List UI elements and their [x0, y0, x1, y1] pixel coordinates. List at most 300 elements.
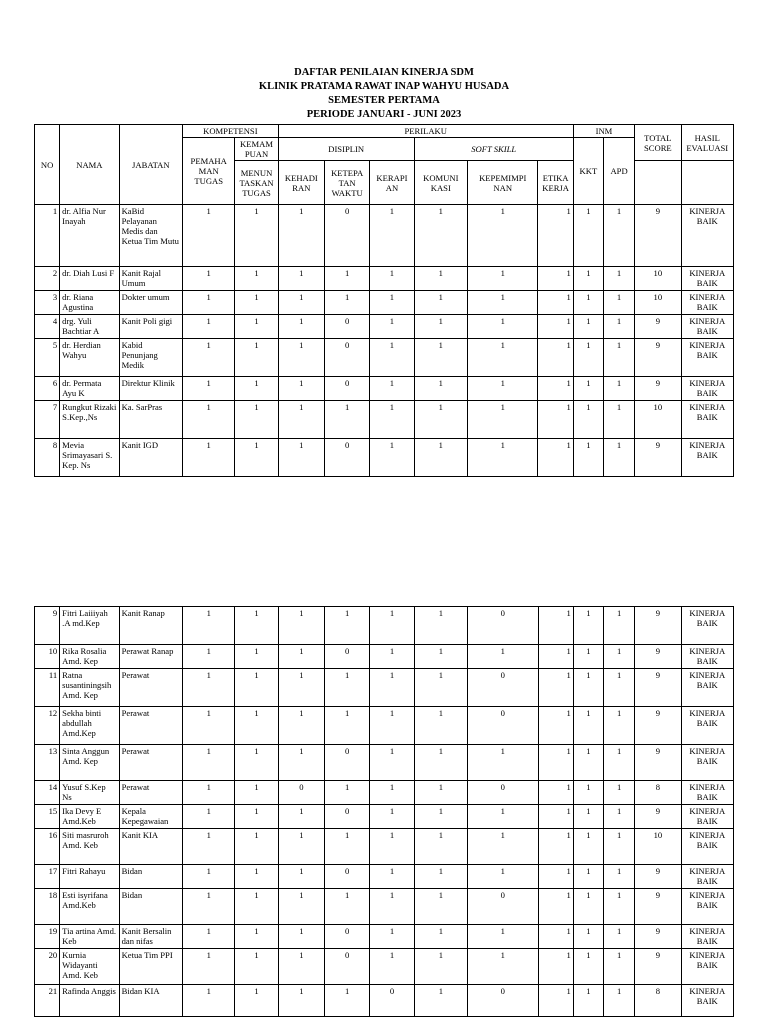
- cell-no: 1: [35, 205, 60, 267]
- cell-no: 10: [35, 645, 60, 669]
- cell-ketepatan: 0: [324, 439, 369, 477]
- cell-total: 9: [635, 439, 681, 477]
- table-row: [35, 291, 734, 315]
- cell-kepemimpinan: 0: [468, 781, 539, 805]
- cell-nama: Fitri Laiiiyah .A md.Kep: [60, 607, 119, 645]
- cell-no: 17: [35, 865, 60, 889]
- cell-nama: dr. Riana Agustina: [60, 291, 119, 315]
- cell-hasil: KINERJA BAIK: [681, 377, 734, 401]
- cell-nama: Siti masruroh Amd. Keb: [60, 829, 119, 865]
- cell-komunikasi: 1: [414, 925, 467, 949]
- cell-total: 10: [635, 291, 681, 315]
- table-row: [35, 339, 734, 377]
- cell-no: 21: [35, 985, 60, 1017]
- cell-komunikasi: 1: [414, 829, 467, 865]
- cell-pemahaman: 1: [183, 669, 235, 707]
- cell-pemahaman: 1: [183, 377, 235, 401]
- cell-kepemimpinan: 0: [468, 669, 539, 707]
- cell-hasil: KINERJA BAIK: [681, 315, 734, 339]
- cell-hasil: KINERJA BAIK: [681, 745, 733, 781]
- cell-kehadiran: 1: [278, 925, 324, 949]
- header-kompetensi: KOMPETENSI: [183, 125, 279, 138]
- cell-komunikasi: 1: [414, 949, 467, 985]
- cell-pemahaman: 1: [183, 707, 235, 745]
- cell-kkt: 1: [573, 645, 603, 669]
- cell-kehadiran: 1: [278, 949, 324, 985]
- cell-kerapian: 1: [370, 745, 414, 781]
- header-soft-skill: SOFT SKILL: [414, 138, 573, 161]
- cell-jabatan: Kanit IGD: [119, 439, 182, 477]
- table-body-part-1: [35, 205, 734, 477]
- cell-ketepatan: 1: [325, 707, 370, 745]
- cell-total: 9: [635, 949, 681, 985]
- cell-pemahaman: 1: [183, 645, 235, 669]
- cell-etika: 1: [538, 745, 573, 781]
- cell-jabatan: Ketua Tim PPI: [119, 949, 182, 985]
- cell-komunikasi: 1: [414, 707, 467, 745]
- cell-pemahaman: 1: [183, 889, 235, 925]
- cell-apd: 1: [603, 315, 634, 339]
- cell-jabatan: Kepala Kepegawaian: [119, 805, 182, 829]
- table-row: [35, 925, 734, 949]
- cell-kepemimpinan: 1: [468, 829, 539, 865]
- cell-menuntaskan: 1: [235, 669, 278, 707]
- cell-total: 9: [635, 805, 681, 829]
- cell-apd: 1: [603, 829, 634, 865]
- cell-ketepatan: 1: [325, 889, 370, 925]
- cell-total: 9: [635, 315, 681, 339]
- cell-kehadiran: 1: [278, 669, 324, 707]
- cell-total: 9: [635, 889, 681, 925]
- cell-etika: 1: [538, 291, 573, 315]
- cell-no: 14: [35, 781, 60, 805]
- cell-menuntaskan: 1: [235, 745, 278, 781]
- table-row: [35, 669, 734, 707]
- title-line-3: SEMESTER PERTAMA: [328, 95, 440, 106]
- cell-kehadiran: 1: [278, 829, 324, 865]
- cell-komunikasi: 1: [414, 781, 467, 805]
- cell-nama: Ratna susantiningsih Amd. Kep: [60, 669, 119, 707]
- cell-kepemimpinan: 1: [467, 267, 537, 291]
- cell-menuntaskan: 1: [235, 339, 278, 377]
- cell-total: 9: [635, 707, 681, 745]
- cell-menuntaskan: 1: [235, 889, 278, 925]
- cell-jabatan: Ka. SarPras: [119, 401, 182, 439]
- cell-kehadiran: 1: [278, 267, 324, 291]
- cell-kehadiran: 1: [278, 889, 324, 925]
- cell-hasil: KINERJA BAIK: [681, 205, 734, 267]
- header-apd: APD: [603, 138, 634, 205]
- cell-kkt: 1: [573, 315, 603, 339]
- cell-kkt: 1: [573, 607, 603, 645]
- cell-no: 9: [35, 607, 60, 645]
- cell-kerapian: 1: [370, 829, 414, 865]
- cell-jabatan: Perawat: [119, 781, 182, 805]
- cell-kehadiran: 1: [278, 291, 324, 315]
- cell-kehadiran: 1: [278, 805, 324, 829]
- cell-no: 4: [35, 315, 60, 339]
- cell-komunikasi: 1: [414, 805, 467, 829]
- document-title: [0, 66, 768, 122]
- cell-kkt: 1: [573, 985, 603, 1017]
- cell-ketepatan: 1: [324, 267, 369, 291]
- table-row: [35, 439, 734, 477]
- cell-kerapian: 0: [370, 985, 414, 1017]
- cell-etika: 1: [538, 781, 573, 805]
- cell-kepemimpinan: 1: [467, 205, 537, 267]
- cell-kepemimpinan: 1: [467, 439, 537, 477]
- cell-no: 8: [35, 439, 60, 477]
- cell-total: 8: [635, 985, 681, 1017]
- cell-apd: 1: [603, 707, 634, 745]
- cell-ketepatan: 1: [325, 781, 370, 805]
- cell-ketepatan: 0: [324, 377, 369, 401]
- cell-kehadiran: 1: [278, 707, 324, 745]
- cell-nama: Mevia Srimayasari S. Kep. Ns: [60, 439, 119, 477]
- cell-apd: 1: [603, 291, 634, 315]
- cell-total: 9: [635, 645, 681, 669]
- cell-etika: 1: [538, 377, 573, 401]
- cell-no: 7: [35, 401, 60, 439]
- cell-kerapian: 1: [370, 607, 414, 645]
- cell-jabatan: Kanit Poli gigi: [119, 315, 182, 339]
- cell-komunikasi: 1: [414, 865, 467, 889]
- cell-kehadiran: 1: [278, 745, 324, 781]
- cell-hasil: KINERJA BAIK: [681, 401, 734, 439]
- header-kemampuan: KEMAM PUAN: [235, 138, 278, 161]
- table-row: [35, 377, 734, 401]
- table-row: [35, 745, 734, 781]
- header-kehadiran: KEHADI RAN: [278, 161, 324, 205]
- cell-menuntaskan: 1: [235, 949, 278, 985]
- cell-hasil: KINERJA BAIK: [681, 865, 733, 889]
- cell-hasil: KINERJA BAIK: [681, 707, 733, 745]
- cell-etika: 1: [538, 865, 573, 889]
- cell-kepemimpinan: 1: [467, 377, 537, 401]
- cell-jabatan: Kanit Ranap: [119, 607, 182, 645]
- cell-kkt: 1: [573, 291, 603, 315]
- cell-no: 19: [35, 925, 60, 949]
- cell-kehadiran: 1: [278, 315, 324, 339]
- cell-kerapian: 1: [370, 669, 414, 707]
- cell-pemahaman: 1: [183, 949, 235, 985]
- cell-kkt: 1: [573, 805, 603, 829]
- header-disiplin: DISIPLIN: [278, 138, 414, 161]
- cell-kepemimpinan: 1: [468, 805, 539, 829]
- cell-kkt: 1: [573, 925, 603, 949]
- table-row: [35, 985, 734, 1017]
- table-row: [35, 949, 734, 985]
- cell-menuntaskan: 1: [235, 267, 278, 291]
- cell-nama: dr. Herdian Wahyu: [60, 339, 119, 377]
- cell-no: 16: [35, 829, 60, 865]
- cell-apd: 1: [603, 985, 634, 1017]
- cell-kerapian: 1: [370, 949, 414, 985]
- header-total-score: TOTAL SCORE: [635, 125, 681, 161]
- cell-menuntaskan: 1: [235, 291, 278, 315]
- cell-kehadiran: 1: [278, 401, 324, 439]
- header-total-empty: [635, 161, 681, 205]
- cell-menuntaskan: 1: [235, 829, 278, 865]
- cell-nama: Yusuf S.Kep Ns: [60, 781, 119, 805]
- cell-menuntaskan: 1: [235, 607, 278, 645]
- header-kkt: KKT: [573, 138, 603, 205]
- cell-total: 9: [635, 205, 681, 267]
- cell-total: 10: [635, 829, 681, 865]
- cell-etika: 1: [538, 315, 573, 339]
- cell-nama: Sekha binti abdullah Amd.Kep: [60, 707, 119, 745]
- cell-pemahaman: 1: [183, 829, 235, 865]
- cell-etika: 1: [538, 949, 573, 985]
- cell-no: 13: [35, 745, 60, 781]
- cell-kehadiran: 1: [278, 439, 324, 477]
- header-inm: INM: [573, 125, 634, 138]
- title-line-4: PERIODE JANUARI - JUNI 2023: [306, 109, 462, 120]
- cell-komunikasi: 1: [414, 401, 467, 439]
- cell-pemahaman: 1: [183, 925, 235, 949]
- cell-etika: 1: [538, 925, 573, 949]
- cell-etika: 1: [538, 401, 573, 439]
- cell-no: 2: [35, 267, 60, 291]
- cell-kepemimpinan: 1: [468, 925, 539, 949]
- cell-menuntaskan: 1: [235, 781, 278, 805]
- title-line-2: KLINIK PRATAMA RAWAT INAP WAHYU HUSADA: [258, 81, 510, 92]
- cell-kkt: 1: [573, 781, 603, 805]
- cell-kepemimpinan: 0: [468, 985, 539, 1017]
- cell-no: 12: [35, 707, 60, 745]
- cell-hasil: KINERJA BAIK: [681, 829, 733, 865]
- cell-ketepatan: 0: [325, 865, 370, 889]
- cell-menuntaskan: 1: [235, 925, 278, 949]
- cell-kkt: 1: [573, 949, 603, 985]
- cell-total: 9: [635, 745, 681, 781]
- table-row: [35, 829, 734, 865]
- cell-hasil: KINERJA BAIK: [681, 985, 733, 1017]
- cell-kkt: 1: [573, 865, 603, 889]
- cell-kerapian: 1: [370, 805, 414, 829]
- cell-kepemimpinan: 0: [468, 889, 539, 925]
- cell-no: 15: [35, 805, 60, 829]
- header-ketepatan-waktu: KETEPA TAN WAKTU: [324, 161, 369, 205]
- cell-hasil: KINERJA BAIK: [681, 889, 733, 925]
- cell-total: 9: [635, 925, 681, 949]
- cell-pemahaman: 1: [183, 781, 235, 805]
- cell-apd: 1: [603, 805, 634, 829]
- cell-kkt: 1: [573, 401, 603, 439]
- header-hasil-empty: [681, 161, 734, 205]
- cell-total: 9: [635, 607, 681, 645]
- cell-menuntaskan: 1: [235, 377, 278, 401]
- cell-kepemimpinan: 1: [467, 291, 537, 315]
- cell-jabatan: Dokter umum: [119, 291, 182, 315]
- cell-nama: Rungkut Rizaki S.Kep.,Ns: [60, 401, 119, 439]
- cell-kepemimpinan: 0: [468, 707, 539, 745]
- cell-apd: 1: [603, 267, 634, 291]
- cell-menuntaskan: 1: [235, 805, 278, 829]
- cell-apd: 1: [603, 377, 634, 401]
- cell-pemahaman: 1: [183, 865, 235, 889]
- cell-jabatan: KaBid Pelayanan Medis dan Ketua Tim Mutu: [119, 205, 182, 267]
- evaluation-table-part-1: [34, 124, 734, 477]
- table-row: [35, 205, 734, 267]
- cell-komunikasi: 1: [414, 439, 467, 477]
- cell-pemahaman: 1: [183, 745, 235, 781]
- cell-jabatan: Bidan: [119, 889, 182, 925]
- cell-kerapian: 1: [370, 925, 414, 949]
- cell-kerapian: 1: [370, 205, 414, 267]
- cell-total: 8: [635, 781, 681, 805]
- cell-menuntaskan: 1: [235, 865, 278, 889]
- cell-no: 20: [35, 949, 60, 985]
- cell-hasil: KINERJA BAIK: [681, 291, 734, 315]
- cell-kehadiran: 1: [278, 205, 324, 267]
- cell-apd: 1: [603, 439, 634, 477]
- cell-apd: 1: [603, 607, 634, 645]
- cell-komunikasi: 1: [414, 315, 467, 339]
- cell-komunikasi: 1: [414, 291, 467, 315]
- cell-kkt: 1: [573, 439, 603, 477]
- cell-ketepatan: 0: [325, 745, 370, 781]
- cell-total: 10: [635, 401, 681, 439]
- cell-kkt: 1: [573, 377, 603, 401]
- cell-hasil: KINERJA BAIK: [681, 781, 733, 805]
- cell-kerapian: 1: [370, 645, 414, 669]
- cell-hasil: KINERJA BAIK: [681, 645, 733, 669]
- cell-apd: 1: [603, 781, 634, 805]
- cell-menuntaskan: 1: [235, 401, 278, 439]
- header-pemahaman-tugas: PEMAHA MAN TUGAS: [183, 138, 235, 205]
- table-row: [35, 315, 734, 339]
- cell-apd: 1: [603, 669, 634, 707]
- cell-nama: Rika Rosalia Amd. Kep: [60, 645, 119, 669]
- cell-kerapian: 1: [370, 267, 414, 291]
- cell-hasil: KINERJA BAIK: [681, 607, 733, 645]
- cell-kehadiran: 1: [278, 339, 324, 377]
- cell-komunikasi: 1: [414, 267, 467, 291]
- cell-jabatan: Perawat Ranap: [119, 645, 182, 669]
- cell-total: 10: [635, 267, 681, 291]
- cell-kehadiran: 1: [278, 645, 324, 669]
- cell-etika: 1: [538, 205, 573, 267]
- cell-etika: 1: [538, 707, 573, 745]
- cell-kkt: 1: [573, 829, 603, 865]
- cell-total: 9: [635, 669, 681, 707]
- cell-kkt: 1: [573, 707, 603, 745]
- cell-etika: 1: [538, 805, 573, 829]
- cell-hasil: KINERJA BAIK: [681, 439, 734, 477]
- cell-no: 5: [35, 339, 60, 377]
- cell-kepemimpinan: 1: [468, 949, 539, 985]
- cell-nama: drg. Yuli Bachtiar A: [60, 315, 119, 339]
- cell-kerapian: 1: [370, 707, 414, 745]
- cell-kerapian: 1: [370, 439, 414, 477]
- cell-no: 6: [35, 377, 60, 401]
- cell-komunikasi: 1: [414, 669, 467, 707]
- cell-nama: Ika Devy E Amd.Keb: [60, 805, 119, 829]
- cell-kkt: 1: [573, 889, 603, 925]
- table-row: [35, 707, 734, 745]
- table-row: [35, 865, 734, 889]
- cell-komunikasi: 1: [414, 607, 467, 645]
- cell-kerapian: 1: [370, 339, 414, 377]
- cell-apd: 1: [603, 205, 634, 267]
- cell-ketepatan: 0: [324, 205, 369, 267]
- cell-nama: Esti isyrifana Amd.Keb: [60, 889, 119, 925]
- cell-komunikasi: 1: [414, 645, 467, 669]
- cell-menuntaskan: 1: [235, 985, 278, 1017]
- cell-kkt: 1: [573, 669, 603, 707]
- header-nama: NAMA: [60, 125, 119, 205]
- header-kerapian: KERAPI AN: [370, 161, 414, 205]
- header-komunikasi: KOMUNI KASI: [414, 161, 467, 205]
- header-jabatan: JABATAN: [119, 125, 182, 205]
- cell-apd: 1: [603, 949, 634, 985]
- cell-pemahaman: 1: [183, 339, 235, 377]
- cell-total: 9: [635, 865, 681, 889]
- cell-etika: 1: [538, 607, 573, 645]
- header-perilaku: PERILAKU: [278, 125, 573, 138]
- cell-jabatan: Perawat: [119, 669, 182, 707]
- cell-nama: Fitri Rahayu: [60, 865, 119, 889]
- cell-kerapian: 1: [370, 889, 414, 925]
- cell-menuntaskan: 1: [235, 315, 278, 339]
- cell-nama: Tia artina Amd. Keb: [60, 925, 119, 949]
- cell-pemahaman: 1: [183, 267, 235, 291]
- cell-apd: 1: [603, 745, 634, 781]
- cell-kepemimpinan: 1: [468, 745, 539, 781]
- cell-kerapian: 1: [370, 865, 414, 889]
- cell-nama: dr. Alfia Nur Inayah: [60, 205, 119, 267]
- cell-total: 9: [635, 339, 681, 377]
- cell-kepemimpinan: 1: [467, 315, 537, 339]
- cell-kehadiran: 0: [278, 781, 324, 805]
- cell-hasil: KINERJA BAIK: [681, 805, 733, 829]
- cell-nama: dr. Diah Lusi F: [60, 267, 119, 291]
- table-row: [35, 645, 734, 669]
- evaluation-table-part-2: [34, 606, 734, 1017]
- cell-pemahaman: 1: [183, 291, 235, 315]
- cell-kepemimpinan: 1: [468, 645, 539, 669]
- cell-kerapian: 1: [370, 401, 414, 439]
- cell-etika: 1: [538, 439, 573, 477]
- cell-jabatan: Bidan KIA: [119, 985, 182, 1017]
- cell-ketepatan: 1: [324, 401, 369, 439]
- cell-pemahaman: 1: [183, 401, 235, 439]
- cell-jabatan: Kabid Penunjang Medik: [119, 339, 182, 377]
- table-row: [35, 267, 734, 291]
- cell-pemahaman: 1: [183, 985, 235, 1017]
- cell-kehadiran: 1: [278, 865, 324, 889]
- cell-kerapian: 1: [370, 781, 414, 805]
- cell-etika: 1: [538, 985, 573, 1017]
- title-line-1: DAFTAR PENILAIAN KINERJA SDM: [294, 67, 474, 78]
- cell-menuntaskan: 1: [235, 439, 278, 477]
- header-etika-kerja: ETIKA KERJA: [538, 161, 573, 205]
- cell-ketepatan: 1: [325, 829, 370, 865]
- cell-pemahaman: 1: [183, 439, 235, 477]
- cell-no: 18: [35, 889, 60, 925]
- cell-ketepatan: 1: [325, 607, 370, 645]
- cell-jabatan: Kanit Bersalin dan nifas: [119, 925, 182, 949]
- cell-komunikasi: 1: [414, 889, 467, 925]
- header-menuntaskan-tugas: MENUN TASKAN TUGAS: [235, 161, 278, 205]
- cell-hasil: KINERJA BAIK: [681, 267, 734, 291]
- cell-kepemimpinan: 1: [467, 401, 537, 439]
- table-row: [35, 401, 734, 439]
- cell-komunikasi: 1: [414, 205, 467, 267]
- cell-apd: 1: [603, 889, 634, 925]
- cell-etika: 1: [538, 267, 573, 291]
